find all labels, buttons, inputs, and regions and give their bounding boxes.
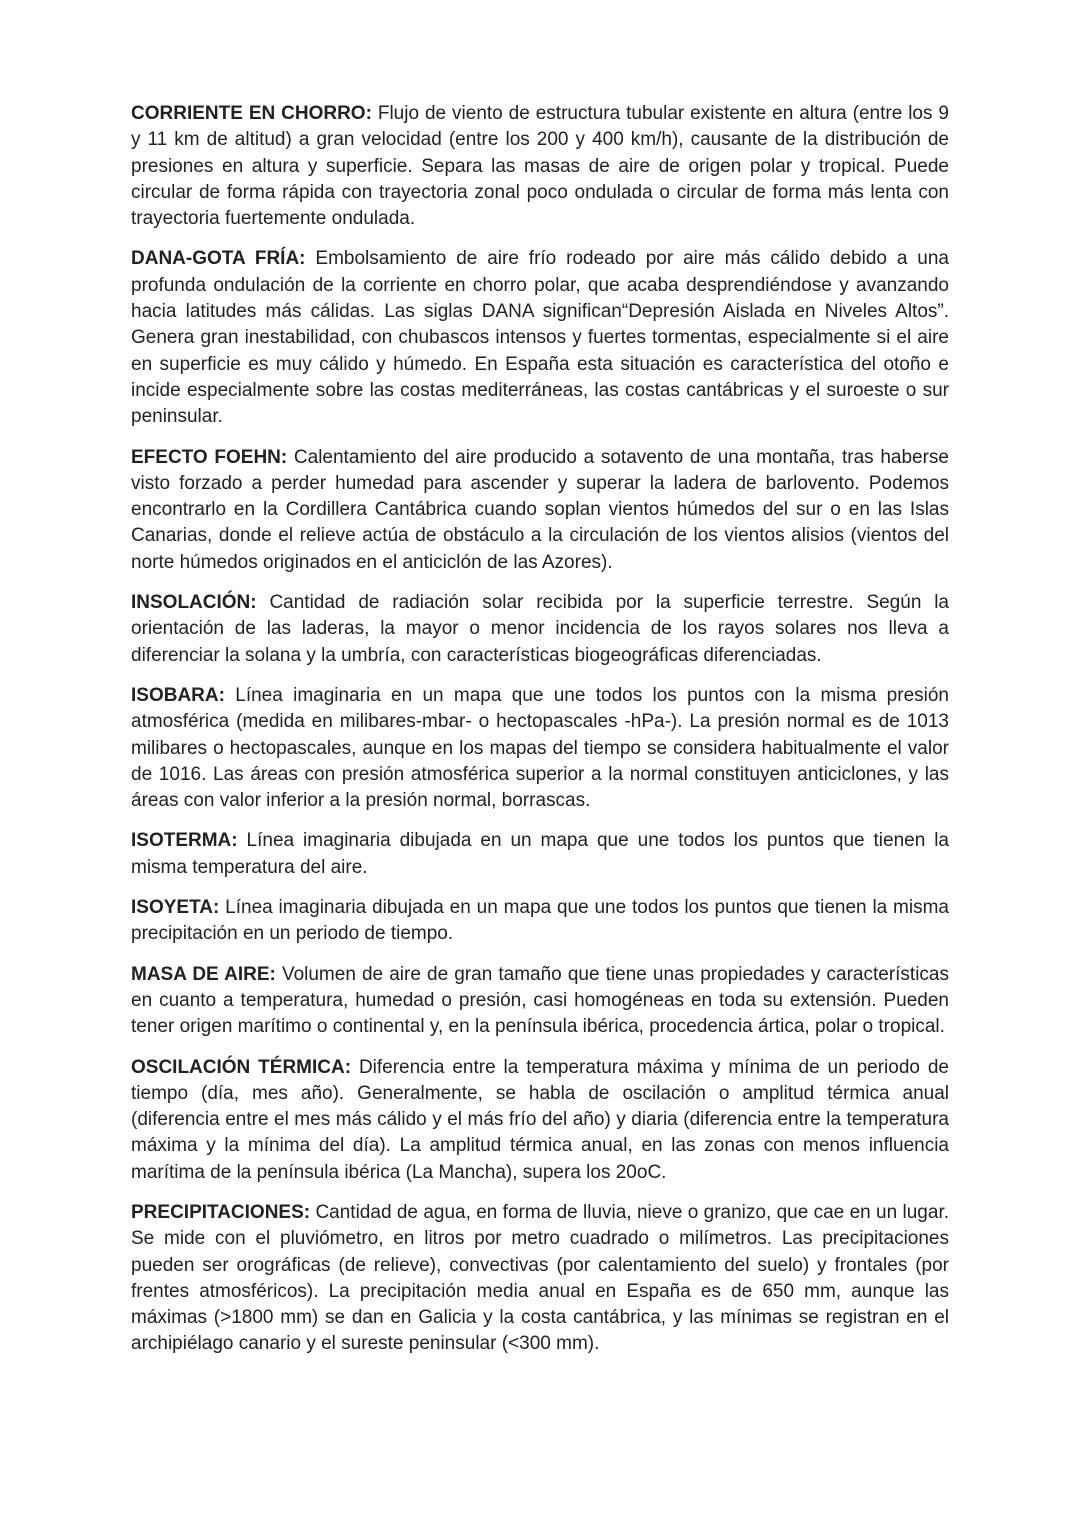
term: ISOBARA: bbox=[131, 684, 225, 706]
entry-precipitaciones bbox=[131, 1200, 949, 1358]
definition: Calentamiento del aire producido a sotavento de una montaña, tras haberse visto forzado a perder humedad para ascender y superar la ladera de barlovento. Podemos encontrarlo en la Cordillera Cantábrica cuando soplan vientos húmedos del sur o en las Islas Canarias, donde el relieve actúa de obstáculo a la circulación de los vientos alisios (vientos del norte húmedos originados en el anticiclón de las Azores). bbox=[131, 446, 950, 573]
term: INSOLACIÓN: bbox=[131, 592, 257, 614]
term: EFECTO FOEHN: bbox=[131, 446, 288, 468]
definition: Cantidad de agua, en forma de lluvia, nieve o granizo, que cae en un lugar. Se mide con el pluviómetro, en litros por metro cuadrado o milímetros. Las precipitaciones pueden ser orográficas (de relieve), convectivas (por calentamiento del suelo) y frontales (por frentes atmosféricos). La precipitación media anual en España es de 650 mm, aunque las máximas (>1800 mm) se dan en Galicia y la costa cantábrica, y las mínimas se registran en el archipiélago canario y el sureste peninsular (<300 mm). bbox=[131, 1201, 949, 1355]
term: ISOTERMA: bbox=[131, 830, 238, 852]
entry-insolacion bbox=[131, 590, 949, 669]
glossary-page bbox=[131, 101, 949, 1372]
term: PRECIPITACIONES: bbox=[131, 1201, 311, 1223]
term: ISOYETA: bbox=[131, 897, 220, 919]
definition: Diferencia entre la temperatura máxima y mínima de un periodo de tiempo (día, mes año). Generalmente, se habla de oscilación o amplitud térmica anual (diferencia entre el mes más cálido y el más frío del año) y diaria (diferencia entre la temperatura máxima y la mínima del día). La amplitud térmica anual, en las zonas con menos influencia marítima de la península ibérica (La Mancha), supera los 20oC. bbox=[131, 1056, 949, 1183]
term: CORRIENTE EN CHORRO: bbox=[131, 103, 372, 124]
entry-dana-gota-fria bbox=[131, 246, 949, 430]
definition: Embolsamiento de aire frío rodeado por aire más cálido debido a una profunda ondulación de la corriente en chorro polar, que acaba desprendiéndose y avanzando hacia latitudes más cálidas. Las siglas DANA significan“Depresión Aislada en Niveles Altos”. Genera gran inestabilidad, con chubascos intensos y fuertes tormentas, especialmente si el aire en superficie es muy cálido y húmedo. En España esta situación es característica del otoño e incide especialmente sobre las costas mediterráneas, las costas cantábricas y el suroeste o sur peninsular. bbox=[131, 248, 949, 428]
term: DANA-GOTA FRÍA: bbox=[131, 248, 306, 270]
definition: Flujo de viento de estructura tubular existente en altura (entre los 9 y 11 km de altitud) a gran velocidad (entre los 200 y 400 km/h), causante de la distribución de presiones en altura y superficie. Separa las masas de aire de origen polar y tropical. Puede circular de forma rápida con trayectoria zonal poco ondulada o circular de forma más lenta con trayectoria fuertemente ondulada. bbox=[131, 103, 949, 230]
definition: Volumen de aire de gran tamaño que tiene unas propiedades y características en cuanto a temperatura, humedad o presión, casi homogéneas en toda su extensión. Pueden tener origen marítimo o continental y, en la península ibérica, procedencia ártica, polar o tropical. bbox=[131, 963, 949, 1038]
definition: Línea imaginaria en un mapa que une todos los puntos con la misma presión atmosférica (medida en milibares-mbar- o hectopascales -hPa-). La presión normal es de 1013 milibares o hectopascales, aunque en los mapas del tiempo se considera habitualmente el valor de 1016. Las áreas con presión atmosférica superior a la normal constituyen anticiclones, y las áreas con valor inferior a la presión normal, borrascas. bbox=[131, 684, 949, 812]
entry-masa-de-aire bbox=[131, 962, 949, 1041]
term: MASA DE AIRE: bbox=[131, 963, 276, 985]
entry-isobara bbox=[131, 683, 949, 814]
entry-isoterma bbox=[131, 828, 949, 881]
entry-oscilacion-termica bbox=[131, 1055, 949, 1186]
definition: Cantidad de radiación solar recibida por la superficie terrestre. Según la orientación de las laderas, la mayor o menor incidencia de los rayos solares nos lleva a diferenciar la solana y la umbría, con características biogeográficas diferenciadas. bbox=[131, 592, 949, 666]
entry-isoyeta bbox=[131, 895, 949, 948]
term: OSCILACIÓN TÉRMICA: bbox=[131, 1056, 352, 1078]
entry-corriente-en-chorro bbox=[131, 101, 949, 232]
definition: Línea imaginaria dibujada en un mapa que une todos los puntos que tienen la misma precipitación en un periodo de tiempo. bbox=[131, 897, 949, 945]
definition: Línea imaginaria dibujada en un mapa que une todos los puntos que tienen la misma temperatura del aire. bbox=[131, 830, 949, 878]
entry-efecto-foehn bbox=[131, 445, 949, 576]
